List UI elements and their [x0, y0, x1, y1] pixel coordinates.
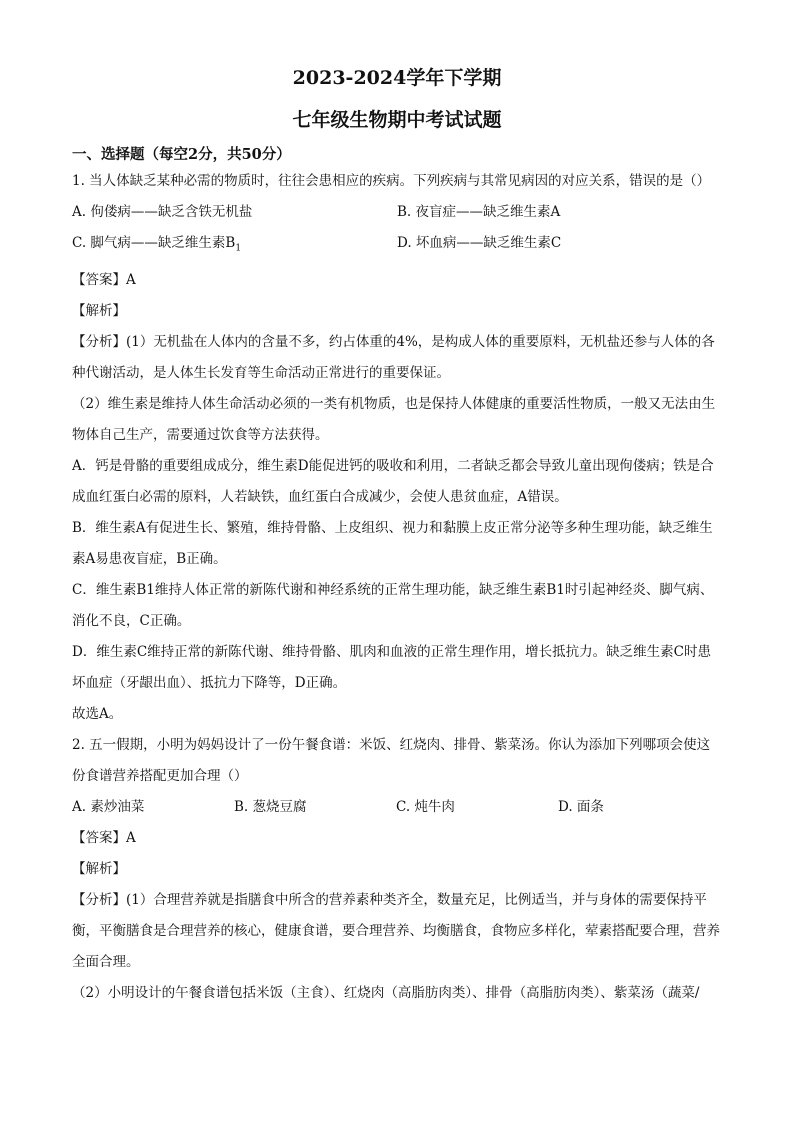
option-c: C. 炖牛肉 [396, 798, 455, 815]
question-1-analysis-label: 【解析】 [72, 302, 126, 319]
question-2-analysis-p2: （2）小明设计的午餐食谱包括米饭（主食）、红烧肉（高脂肪肉类）、排骨（高脂肪肉类）、紫菜汤（蔬菜/ [72, 984, 700, 1001]
question-1-analysis-p1: 【分析】(1）无机盐在人体内的含量不多，约占体重的4%，是构成人体的重要原料，无机盐还参与人体的各种代谢活动，是人体生长发育等生命活动正常进行的重要保证。 [72, 333, 715, 381]
page-title-line2: 七年级生物期中考试试题 [292, 109, 502, 131]
option-a: A. 素炒油菜 [72, 798, 145, 815]
question-1-analysis-c: C．维生素B1维持人体正常的新陈代谢和神经系统的正常生理功能，缺乏维生素B1时引起神经炎、脚气病、消化不良，C正确。 [72, 581, 714, 629]
question-1-analysis-p2: （2）维生素是维持人体生命活动必须的一类有机物质，也是保持人体健康的重要活性物质，一般又无法由生物体自己生产，需要通过饮食等方法获得。 [72, 395, 716, 443]
question-1-analysis-a: A．钙是骨骼的重要组成成分，维生素D能促进钙的吸收和利用，二者缺乏都会导致儿童出现佝偻病；铁是合成血红蛋白必需的原料，人若缺铁，血红蛋白合成减少，会使人患贫血症，A错误。 [72, 457, 714, 505]
question-1-answer: 【答案】A [72, 271, 136, 288]
question-1-conclusion: 故选A。 [72, 705, 123, 722]
question-1-options-row1 [72, 197, 722, 228]
page-title-line1: 2023-2024学年下学期 [292, 67, 502, 89]
question-2-answer: 【答案】A [72, 829, 136, 846]
option-b: B. 夜盲症——缺乏维生素A [397, 204, 561, 220]
question-2-analysis-p1: 【分析】(1）合理营养就是指膳食中所含的营养素种类齐全，数量充足，比例适当，并与身体的需要保持平衡，平衡膳食是合理营养的核心，健康食谱，要合理营养、均衡膳食，食物应多样化，荤素搭配要合理，营养全面合理。 [72, 891, 720, 970]
question-2-options-row [72, 792, 722, 823]
question-1-analysis-b: B．维生素A有促进生长、繁殖，维持骨骼、上皮组织、视力和黏膜上皮正常分泌等多种生理功能，缺乏维生素A易患夜盲症，B正确。 [72, 519, 713, 567]
option-d: D. 坏血病——缺乏维生素C [397, 235, 562, 251]
option-b: B. 葱烧豆腐 [234, 798, 307, 815]
question-2-stem: 2. 五一假期，小明为妈妈设计了一份午餐食谱：米饭、红烧肉、排骨、紫菜汤。你认为添加下列哪项会使这份食谱营养搭配更加合理（） [72, 736, 711, 784]
question-2-analysis-label: 【解析】 [72, 860, 126, 877]
question-1-options-row2 [72, 228, 722, 265]
question-1-stem: 1. 当人体缺乏某种必需的物质时，往往会患相应的疾病。下列疾病与其常见病因的对应关系，错误的是（） [72, 173, 711, 189]
option-a: A. 佝偻病——缺乏含铁无机盐 [72, 204, 253, 220]
option-d: D. 面条 [558, 798, 604, 815]
question-1-analysis-d: D．维生素C维持正常的新陈代谢、维持骨骼、肌肉和血液的正常生理作用，增长抵抗力。缺乏维生素C时患坏血症（牙龈出血）、抵抗力下降等，D正确。 [72, 643, 711, 691]
section-heading: 一、选择题（每空2分，共50分） [72, 146, 291, 163]
option-c: C. 脚气病——缺乏维生素$B_1$ [72, 235, 242, 254]
